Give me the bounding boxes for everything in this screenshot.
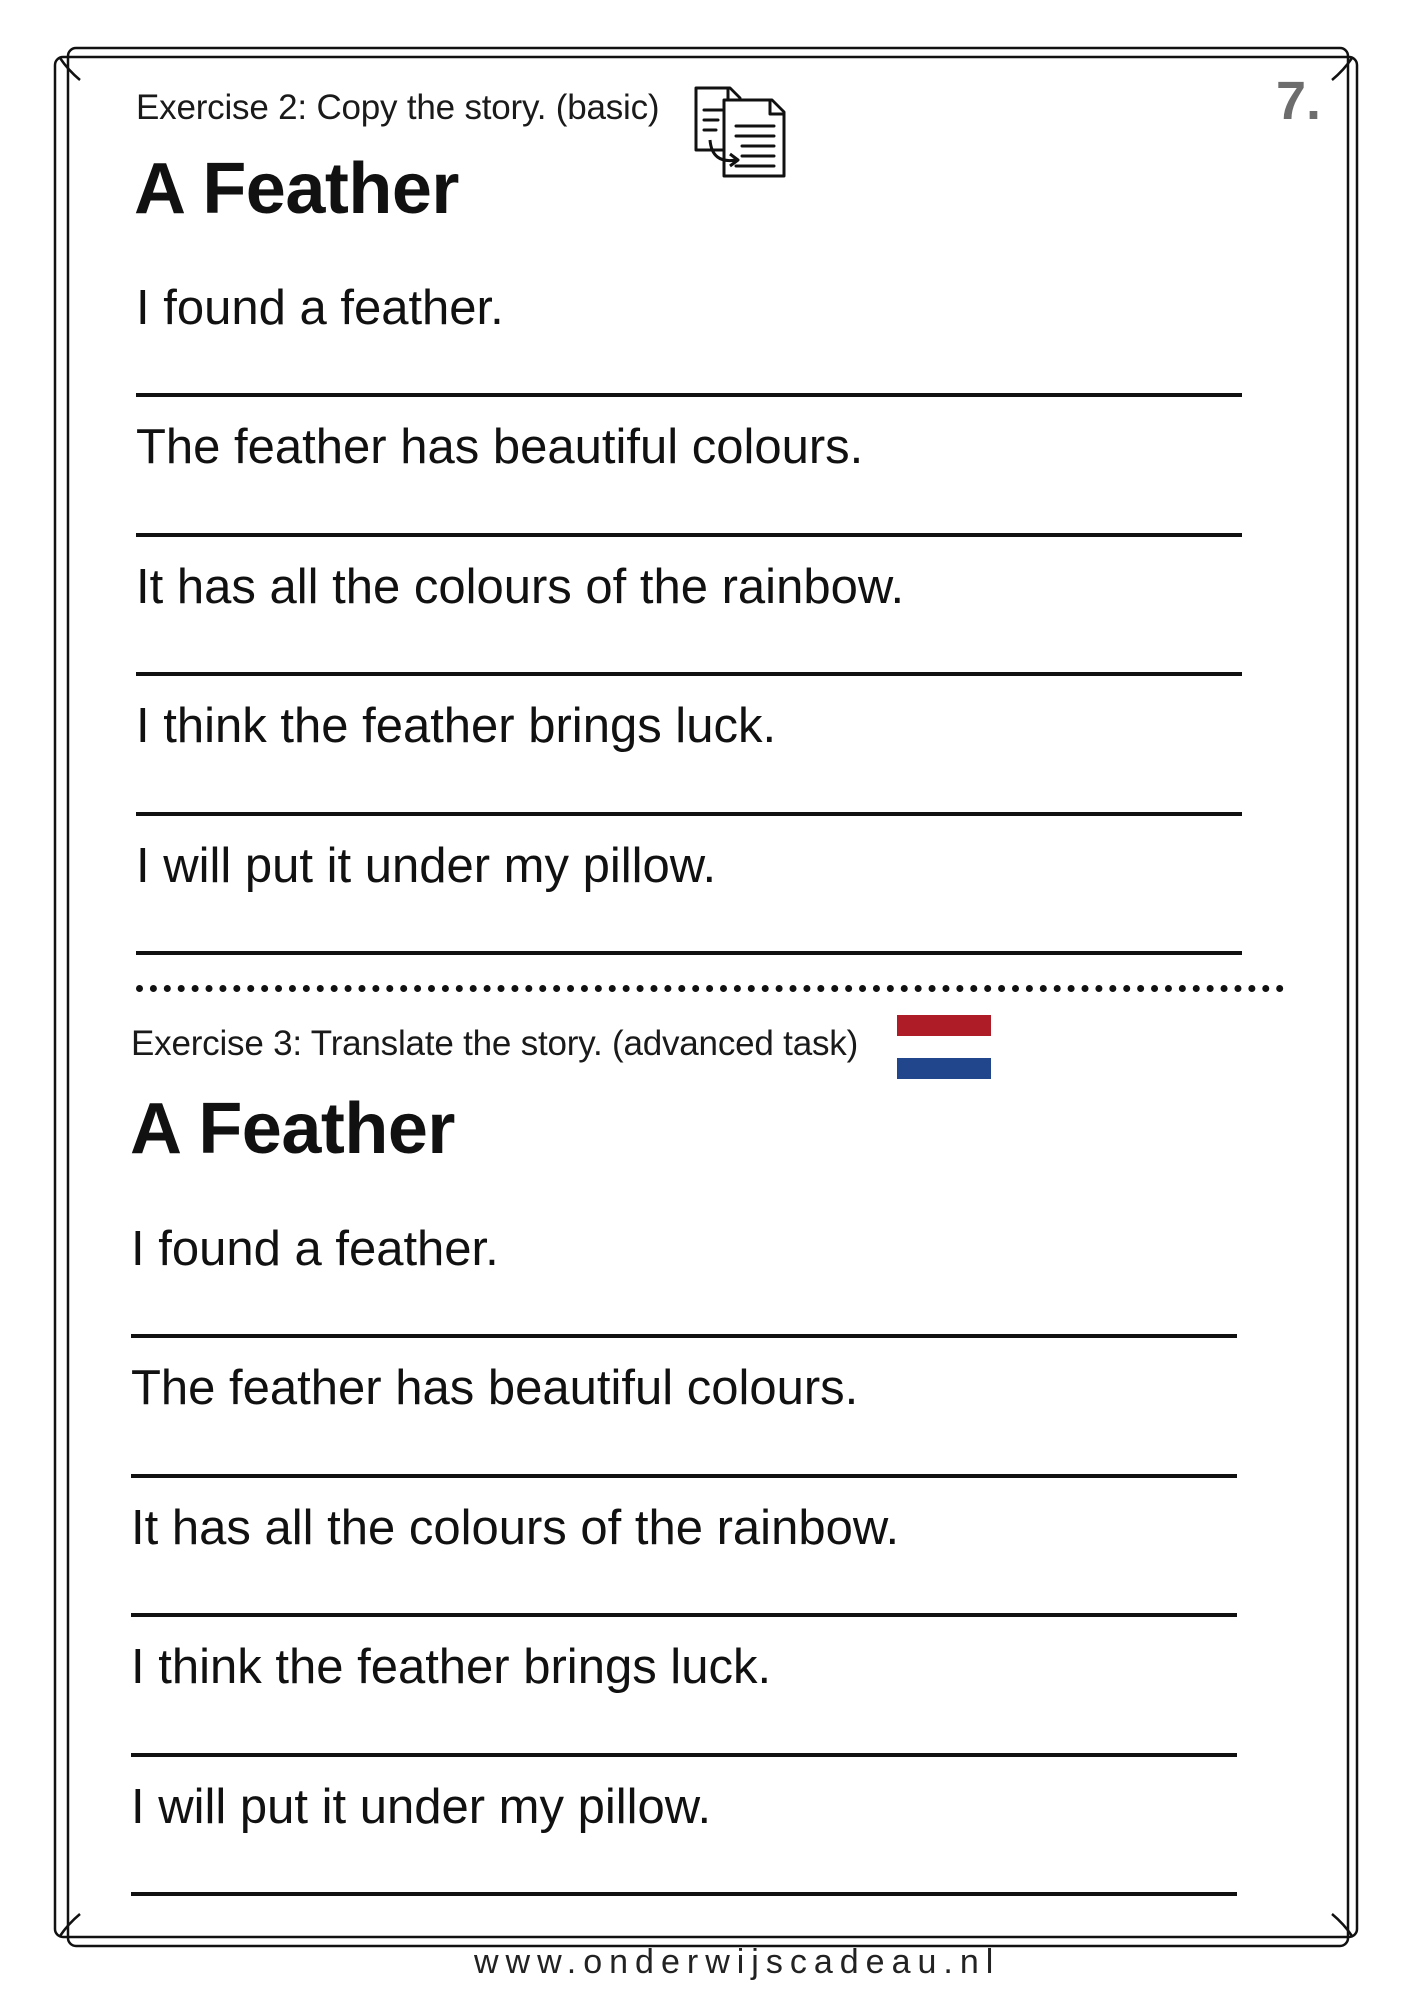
- footer-website: www.onderwijscadeau.nl: [474, 1943, 1001, 1981]
- writing-line[interactable]: [131, 1892, 1237, 1896]
- exercise-3-sentence: It has all the colours of the rainbow.: [131, 1501, 900, 1555]
- writing-line[interactable]: [131, 1334, 1237, 1338]
- exercise-3-sentence: The feather has beautiful colours.: [131, 1361, 859, 1415]
- exercise-3-sentence: I will put it under my pillow.: [131, 1780, 712, 1834]
- writing-line[interactable]: [131, 1753, 1237, 1757]
- page-number: 7.: [1276, 71, 1322, 131]
- writing-line[interactable]: [136, 672, 1242, 676]
- exercise-3-sentence: I found a feather.: [131, 1222, 499, 1276]
- writing-line[interactable]: [131, 1474, 1237, 1478]
- writing-line[interactable]: [136, 393, 1242, 397]
- exercise-3-title: A Feather: [130, 1089, 455, 1169]
- exercise-3-label: Exercise 3: Translate the story. (advanced task): [131, 1024, 859, 1063]
- writing-line[interactable]: [136, 812, 1242, 816]
- dutch-flag-icon: [897, 1015, 991, 1079]
- exercise-2-sentence: It has all the colours of the rainbow.: [136, 560, 905, 614]
- copy-document-icon: [690, 80, 790, 180]
- exercise-3-sentence: I think the feather brings luck.: [131, 1640, 772, 1694]
- exercise-2-sentence: The feather has beautiful colours.: [136, 420, 864, 474]
- exercise-2-sentence: I found a feather.: [136, 281, 504, 335]
- exercise-2-sentence: I will put it under my pillow.: [136, 839, 717, 893]
- writing-line[interactable]: [136, 533, 1242, 537]
- exercise-2-label: Exercise 2: Copy the story. (basic): [136, 88, 660, 127]
- writing-line[interactable]: [131, 1613, 1237, 1617]
- exercise-2-sentence: I think the feather brings luck.: [136, 699, 777, 753]
- section-divider: [136, 985, 1284, 992]
- exercise-2-title: A Feather: [134, 149, 459, 229]
- writing-line[interactable]: [136, 951, 1242, 955]
